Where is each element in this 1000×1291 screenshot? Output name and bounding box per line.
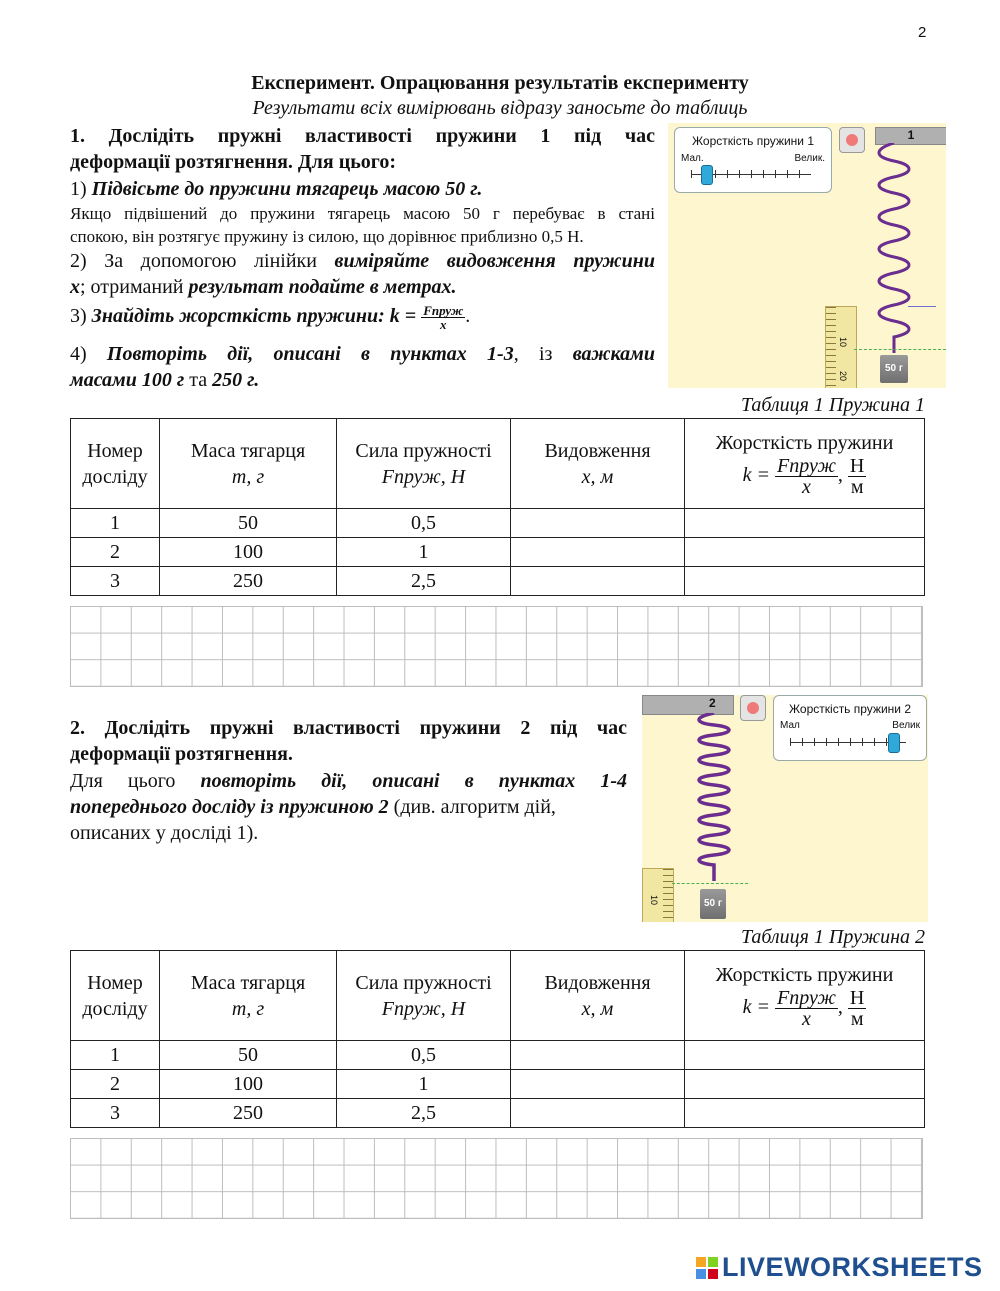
step2-x: x bbox=[70, 276, 80, 298]
table-row: 1 50 0,5 bbox=[71, 1041, 925, 1070]
reference-line bbox=[908, 306, 936, 307]
step3-fraction bbox=[421, 304, 465, 331]
section1-step1 bbox=[70, 176, 655, 202]
step2-mid: ; отриманий bbox=[80, 276, 189, 298]
weight-50g[interactable]: 50 г bbox=[880, 355, 908, 383]
step4-mass250: 250 г. bbox=[212, 369, 260, 391]
table1-caption: Таблиця 1 Пружина 1 bbox=[740, 394, 925, 416]
section2-body-line3: описаних у досліді 1). bbox=[70, 822, 259, 844]
elongation-cell[interactable] bbox=[511, 1099, 685, 1128]
elongation-cell[interactable] bbox=[511, 567, 685, 596]
stiffness-panel-1 bbox=[674, 127, 832, 193]
section1-note-line2: спокою, він розтягує пружину із силою, що дорівнює приблизно 0,5 Н. bbox=[70, 227, 584, 246]
section1-heading-line2: деформації розтягнення. Для цього: bbox=[70, 151, 397, 173]
step1-number: 1) bbox=[70, 178, 92, 200]
step4-and: та bbox=[184, 369, 213, 391]
section1-step4-line1 bbox=[70, 341, 655, 367]
ruler-tick-label: 10 bbox=[649, 894, 660, 906]
section1-step2-line1 bbox=[70, 248, 655, 274]
stiffness-max-label: Велик bbox=[892, 720, 920, 731]
ruler-tick-label: 10 bbox=[838, 336, 849, 348]
header-force: Сила пружності Fпруж, Н bbox=[337, 419, 511, 509]
stiffness-max-label: Велик. bbox=[794, 153, 825, 164]
stiffness-cell[interactable] bbox=[685, 1041, 925, 1070]
section2-heading-line1: 2. Дослідіть пружні властивості пружини 2 під час bbox=[70, 717, 627, 739]
step2-bold: виміряйте видовження пружини bbox=[334, 250, 655, 272]
section2-body-line1 bbox=[70, 768, 627, 794]
section1-note-line1: Якщо підвішений до пружини тягарець масою 50 г перебуває в стані bbox=[70, 204, 655, 223]
elongation-cell[interactable] bbox=[511, 538, 685, 567]
step2-bold2: результат подайте в метрах. bbox=[188, 276, 457, 298]
step3-numerator: Fпруж bbox=[423, 302, 464, 318]
stiffness-slider-thumb[interactable] bbox=[701, 165, 713, 185]
spring-number-label: 2 bbox=[709, 696, 716, 710]
section2-heading-line2: деформації розтягнення. bbox=[70, 743, 293, 765]
equilibrium-line bbox=[672, 883, 748, 884]
step4-mass100: масами 100 г bbox=[70, 369, 185, 391]
ruler-ticks bbox=[826, 307, 836, 388]
table-row: 3 250 2,5 bbox=[71, 1099, 925, 1128]
ruler[interactable] bbox=[825, 306, 857, 388]
body-post: (див. алгоритм дій, bbox=[388, 796, 556, 818]
body-prefix: Для цього bbox=[70, 770, 201, 792]
section1-heading-line1: 1. Дослідіть пружні властивості пружини 1 під час bbox=[70, 125, 655, 147]
record-button[interactable] bbox=[839, 127, 865, 153]
liveworksheets-icon bbox=[696, 1257, 718, 1279]
page-title: Експеримент. Опрацювання результатів експерименту bbox=[251, 72, 749, 94]
section1-step2-line2 bbox=[70, 274, 655, 300]
stiffness-panel-2 bbox=[773, 695, 927, 761]
header-mass: Маса тягарця m, г bbox=[160, 951, 337, 1041]
section1-step4-line2 bbox=[70, 367, 655, 393]
elongation-cell[interactable] bbox=[511, 509, 685, 538]
elongation-cell[interactable] bbox=[511, 1041, 685, 1070]
header-stiffness: Жорсткість пружини k = $\frac{\text{Fпруж}}{x}$ , $\frac{Н}{м}$ bbox=[685, 951, 925, 1041]
step3-number: 3) bbox=[70, 305, 92, 327]
stiffness-slider-thumb[interactable] bbox=[888, 733, 900, 753]
elongation-cell[interactable] bbox=[511, 1070, 685, 1099]
stiffness-cell[interactable] bbox=[685, 567, 925, 596]
record-button[interactable] bbox=[740, 695, 766, 721]
section1-step3: 3) Знайдіть жорсткість пружини: k = $\frac{\text{Fпруж}}{x}$ . bbox=[70, 302, 471, 332]
equilibrium-line bbox=[854, 349, 946, 350]
step3-denominator: x bbox=[439, 316, 447, 332]
step4-bold2: важками bbox=[572, 343, 655, 365]
header-number: Номер досліду bbox=[71, 419, 160, 509]
stiffness-cell[interactable] bbox=[685, 1070, 925, 1099]
table-row: 3 250 2,5 bbox=[71, 567, 925, 596]
table-header-row bbox=[71, 419, 925, 509]
stiffness-min-label: Мал bbox=[780, 720, 800, 731]
step1-text: Підвісьте до пружини тягарець масою 50 г. bbox=[91, 178, 483, 200]
step3-bold: Знайдіть жорсткість пружини: k = bbox=[91, 305, 417, 327]
table-row: 2 100 1 bbox=[71, 538, 925, 567]
stiffness-panel-title: Жорсткість пружини 1 bbox=[691, 134, 815, 148]
table1 bbox=[70, 418, 925, 596]
table-header-row bbox=[71, 951, 925, 1041]
table2-caption: Таблиця 1 Пружина 2 bbox=[740, 926, 925, 948]
step4-bold: Повторіть дії, описані в пунктах 1-3 bbox=[106, 343, 514, 365]
spring-mount-2 bbox=[642, 695, 734, 715]
calculation-grid-1[interactable] bbox=[70, 606, 923, 687]
ruler[interactable] bbox=[642, 868, 674, 922]
spring-number-label: 1 bbox=[907, 128, 915, 142]
body-bold1: повторіть дії, описані в пунктах 1-4 bbox=[200, 770, 627, 792]
spring-coil-1 bbox=[864, 143, 924, 358]
ruler-tick-label: 20 bbox=[838, 370, 849, 382]
weight-50g[interactable]: 50 г bbox=[700, 889, 726, 919]
header-number: Номер досліду bbox=[71, 951, 160, 1041]
table-row: 1 50 0,5 bbox=[71, 509, 925, 538]
page-number: 2 bbox=[918, 24, 927, 41]
section2-body-line2 bbox=[70, 794, 627, 820]
logo-text: LIVEWORKSHEETS bbox=[722, 1252, 983, 1282]
liveworksheets-logo bbox=[696, 1252, 983, 1283]
stiffness-min-label: Мал. bbox=[681, 153, 704, 164]
stiffness-cell[interactable] bbox=[685, 509, 925, 538]
header-mass: Маса тягарця m, г bbox=[160, 419, 337, 509]
header-elongation: Видовження x, м bbox=[511, 951, 685, 1041]
header-stiffness: Жорсткість пружини k = $\frac{\text{Fпруж}}{x}$ , $\frac{Н}{м}$ bbox=[685, 419, 925, 509]
step2-prefix: 2) За допомогою лінійки bbox=[70, 250, 335, 272]
table2 bbox=[70, 950, 925, 1128]
stiffness-cell[interactable] bbox=[685, 1099, 925, 1128]
ruler-ticks bbox=[663, 869, 673, 922]
spring-simulation-1 bbox=[668, 123, 946, 388]
step4-number: 4) bbox=[70, 343, 107, 365]
spring-simulation-2 bbox=[642, 695, 928, 922]
spring-coil-2 bbox=[686, 713, 742, 885]
step4-mid: , із bbox=[513, 343, 573, 365]
header-elongation: Видовження x, м bbox=[511, 419, 685, 509]
table-row: 2 100 1 bbox=[71, 1070, 925, 1099]
stiffness-cell[interactable] bbox=[685, 538, 925, 567]
body-bold2: попереднього досліду із пружиною 2 bbox=[70, 796, 389, 818]
calculation-grid-2[interactable] bbox=[70, 1138, 923, 1219]
header-force: Сила пружності Fпруж, Н bbox=[337, 951, 511, 1041]
stiffness-panel-title: Жорсткість пружини 2 bbox=[788, 702, 912, 716]
page-subtitle: Результати всіх вимірювань відразу заносьте до таблиць bbox=[252, 97, 748, 119]
